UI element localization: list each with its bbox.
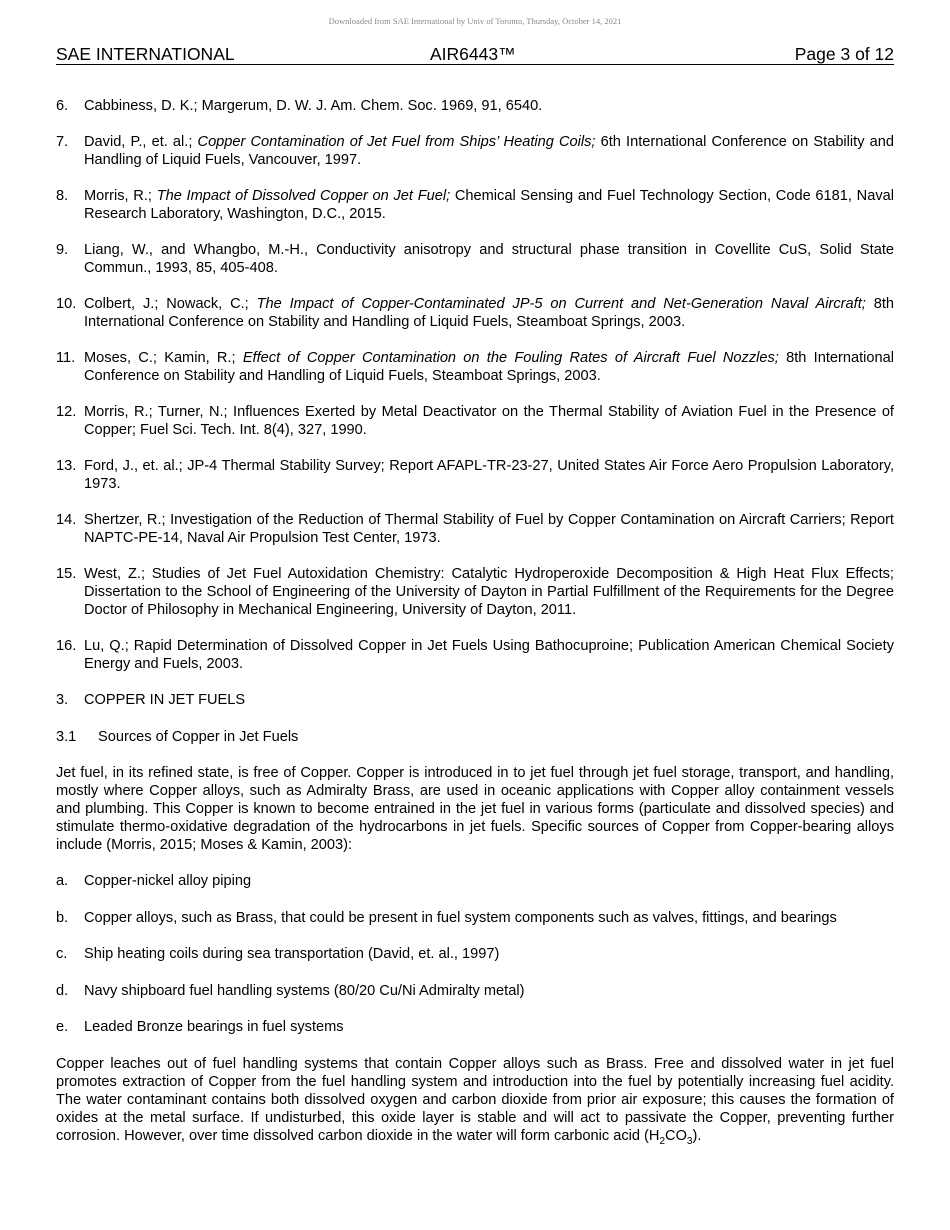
sources-list (56, 872, 894, 1036)
reference-item (56, 295, 894, 331)
reference-number: 11. (56, 350, 76, 366)
reference-item (56, 97, 894, 115)
list-item-marker: e. (56, 1019, 69, 1035)
reference-number: 8. (56, 188, 69, 204)
section-heading (56, 691, 894, 709)
header-document-id: AIR6443™ (430, 44, 516, 64)
list-item (56, 909, 894, 927)
reference-item (56, 457, 894, 493)
reference-text: Colbert, J.; Nowack, C.; The Impact of Copper-Contaminated JP-5 on Current and Net-Generation Naval Aircraft; 8th International Conference on Stability and Handling of Liquid Fuels, Steamboat Springs, 2003. (84, 296, 894, 330)
body-paragraph-leaching: Copper leaches out of fuel handling systems that contain Copper alloys such as Brass. Free and dissolved water in jet fuel promotes extraction of Copper from the fuel handling system and introduction into the fuel by potentially increasing fuel acidity. The water contaminant contains both dissolved oxygen and carbon dioxide from prior air exposure; this causes the formation of oxides at the metal surface. If undisturbed, this oxide layer is stable and will act to passivate the Copper, preventing further corrosion. However, over time dissolved carbon dioxide in the water will form carbonic acid $(H_2CO_3)$. (56, 1055, 894, 1147)
reference-text: Shertzer, R.; Investigation of the Reduction of Thermal Stability of Fuel by Copper Contamination on Aircraft Carriers; Report NAPTC-PE-14, Naval Air Propulsion Test Center, 1973. (84, 512, 894, 546)
reference-item (56, 133, 894, 169)
list-item (56, 945, 894, 963)
header-organization: SAE INTERNATIONAL (56, 44, 235, 64)
reference-item (56, 511, 894, 547)
reference-item (56, 187, 894, 223)
reference-text: Morris, R.; The Impact of Dissolved Copper on Jet Fuel; Chemical Sensing and Fuel Technology Section, Code 6181, Naval Research Laboratory, Washington, D.C., 2015. (84, 188, 894, 222)
list-item-marker: d. (56, 982, 69, 999)
list-item (56, 872, 894, 890)
list-item (56, 1018, 894, 1036)
subsection-number: 3.1 (56, 729, 77, 745)
list-item-marker: c. (56, 946, 68, 962)
reference-item (56, 349, 894, 385)
section-number: 3. (56, 692, 69, 708)
list-item-text: Copper-nickel alloy piping (84, 873, 252, 889)
reference-number: 14. (56, 512, 77, 528)
list-item-text: Navy shipboard fuel handling systems (80/20 Cu/Ni Admiralty metal) (84, 982, 525, 999)
header-page-number: Page 3 of 12 (794, 44, 894, 64)
reference-item (56, 565, 894, 619)
reference-number: 10. (56, 296, 77, 312)
reference-number: 13. (56, 458, 77, 474)
reference-number: 6. (56, 98, 69, 114)
reference-text: David, P., et. al.; Copper Contamination of Jet Fuel from Ships’ Heating Coils; 6th International Conference on Stability and Handling of Liquid Fuels, Vancouver, 1997. (84, 134, 894, 168)
reference-item (56, 637, 894, 673)
page-body (56, 97, 894, 1163)
reference-number: 16. (56, 638, 77, 654)
subsection-heading (56, 728, 894, 746)
reference-text: Lu, Q.; Rapid Determination of Dissolved Copper in Jet Fuels Using Bathocuproine; Publication American Chemical Society Energy and Fuels, 2003. (84, 638, 894, 672)
reference-text: West, Z.; Studies of Jet Fuel Autoxidation Chemistry: Catalytic Hydroperoxide Decomposition & High Heat Flux Effects; Dissertation to the School of Engineering of the University of Dayton in Partial Fulfillment of the Requirements for the Degree Doctor of Philosophy in Mechanical Engineering, University of Dayton, 2011. (84, 566, 894, 618)
body-paragraph-sources: Jet fuel, in its refined state, is free of Copper. Copper is introduced in to jet fuel through jet fuel storage, transport, and handling, mostly where Copper alloys, such as Admiralty Brass, are used in oceanic applications with Copper alloy containment vessels and plumbing. This Copper is known to become entrained in the jet fuel in various forms (particulate and dissolved species) and stimulate thermo-oxidative degradation of the hydrocarbons in jet fuels. Specific sources of Copper from Copper-bearing alloys include (Morris, 2015; Moses & Kamin, 2003): (56, 765, 894, 853)
list-item-text: Leaded Bronze bearings in fuel systems (84, 1019, 344, 1035)
section-title: COPPER IN JET FUELS (84, 692, 246, 708)
reference-number: 15. (56, 566, 77, 582)
page-header (56, 44, 894, 65)
reference-item (56, 241, 894, 277)
reference-item (56, 403, 894, 439)
subsection-title: Sources of Copper in Jet Fuels (98, 729, 299, 745)
list-item (56, 982, 894, 1000)
reference-number: 12. (56, 404, 77, 420)
list-item-marker: b. (56, 909, 69, 926)
reference-number: 7. (56, 134, 69, 150)
reference-text: Ford, J., et. al.; JP-4 Thermal Stability Survey; Report AFAPL-TR-23-27, United States Air Force Aero Propulsion Laboratory, 1973. (84, 458, 894, 492)
reference-text: Cabbiness, D. K.; Margerum, D. W. J. Am. Chem. Soc. 1969, 91, 6540. (84, 98, 543, 114)
references-list (56, 97, 894, 673)
list-item-text: Ship heating coils during sea transportation (David, et. al., 1997) (84, 946, 500, 962)
list-item-text: Copper alloys, such as Brass, that could be present in fuel system components such as valves, fittings, and bearings (84, 909, 837, 926)
reference-text: Moses, C.; Kamin, R.; Effect of Copper Contamination on the Fouling Rates of Aircraft Fuel Nozzles; 8th International Conference on Stability and Handling of Liquid Fuels, Steamboat Springs, 2003. (84, 350, 894, 384)
reference-text: Liang, W., and Whangbo, M.-H., Conductivity anisotropy and structural phase transition in Covellite CuS, Solid State Commun., 1993, 85, 405-408. (84, 242, 894, 276)
list-item-marker: a. (56, 873, 69, 889)
reference-text: Morris, R.; Turner, N.; Influences Exerted by Metal Deactivator on the Thermal Stability of Aviation Fuel in the Presence of Copper; Fuel Sci. Tech. Int. 8(4), 327, 1990. (84, 404, 894, 438)
reference-number: 9. (56, 242, 69, 258)
formula-carbonic-acid: $H_2CO_3$ (648, 1127, 693, 1147)
download-watermark: Downloaded from SAE International by Univ of Toronto, Thursday, October 14, 2021 (328, 16, 622, 26)
